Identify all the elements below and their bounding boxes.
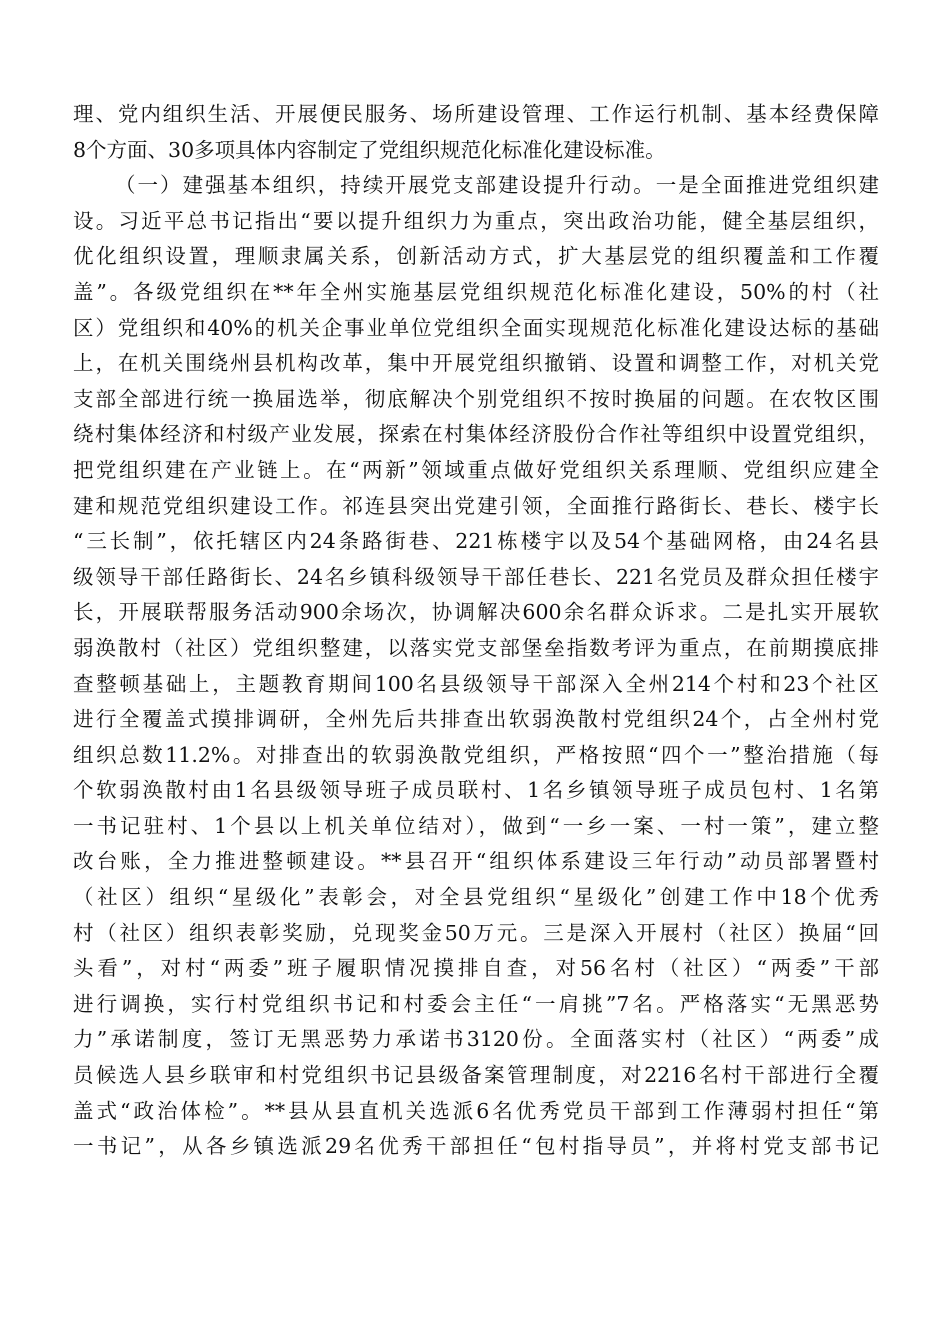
- text-line: 弱涣散村（社区）党组织整建，以落实党支部堡垒指数考评为重点，在前期摸底排: [73, 635, 879, 660]
- text-line: 建和规范党组织建设工作。祁连县突出党建引领，全面推行路街长、巷长、楼宇长: [73, 493, 879, 518]
- text-line: 村（社区）组织表彰奖励，兑现奖金50万元。三是深入开展村（社区）换届“回: [73, 920, 879, 945]
- document-page: [73, 97, 879, 1165]
- text-line: 长，开展联帮服务活动900余场次，协调解决600余名群众诉求。二是扎实开展软: [73, 600, 879, 625]
- text-line: （一）建强基本组织，持续开展党支部建设提升行动。一是全面推进党组织建: [115, 173, 879, 198]
- text-line: 优化组织设置，理顺隶属关系，创新活动方式，扩大基层党的组织覆盖和工作覆: [73, 244, 879, 269]
- text-line: 上，在机关围绕州县机构改革，集中开展党组织撤销、设置和调整工作，对机关党: [73, 351, 879, 376]
- text-line: “三长制”，依托辖区内24条路街巷、221栋楼宇以及54个基础网格，由24名县: [73, 529, 879, 554]
- text-line: 个软弱涣散村由1名县级领导班子成员联村、1名乡镇领导班子成员包村、1名第: [73, 778, 879, 803]
- text-line: 级领导干部任路街长、24名乡镇科级领导干部任巷长、221名党员及群众担任楼宇: [73, 564, 879, 589]
- text-line: （社区）组织“星级化”表彰会，对全县党组织“星级化”创建工作中18个优秀: [73, 885, 879, 910]
- text-line: 力”承诺制度，签订无黑恶势力承诺书3120份。全面落实村（社区）“两委”成: [73, 1027, 879, 1052]
- text-line: 头看”，对村“两委”班子履职情况摸排自查，对56名村（社区）“两委”干部: [73, 956, 879, 981]
- text-line: 8个方面、30多项具体内容制定了党组织规范化标准化建设标准。: [73, 137, 666, 162]
- text-line: 把党组织建在产业链上。在“两新”领域重点做好党组织关系理顺、党组织应建全: [73, 457, 879, 482]
- text-line: 绕村集体经济和村级产业发展，探索在村集体经济股份合作社等组织中设置党组织，: [73, 422, 879, 447]
- text-line: 设。习近平总书记指出“要以提升组织力为重点，突出政治功能，健全基层组织，: [73, 208, 879, 233]
- text-line: 一书记”，从各乡镇选派29名优秀干部担任“包村指导员”，并将村党支部书记: [73, 1134, 879, 1159]
- text-line: 理、党内组织生活、开展便民服务、场所建设管理、工作运行机制、基本经费保障: [73, 102, 879, 126]
- text-line: 进行调换，实行村党组织书记和村委会主任“一肩挑”7名。严格落实“无黑恶势: [73, 991, 879, 1016]
- text-line: 一书记驻村、1个县以上机关单位结对），做到“一乡一案、一村一策”，建立整: [73, 813, 879, 838]
- text-line: 改台账，全力推进整顿建设。**县召开“组织体系建设三年行动”动员部署暨村: [73, 849, 879, 874]
- text-line: 支部全部进行统一换届选举，彻底解决个别党组织不按时换届的问题。在农牧区围: [73, 386, 879, 411]
- text-line: 进行全覆盖式摸排调研，全州先后共排查出软弱涣散村党组织24个，占全州村党: [73, 707, 879, 732]
- text-line: 盖式“政治体检”。**县从县直机关选派6名优秀党员干部到工作薄弱村担任“第: [73, 1098, 879, 1123]
- text-line: 盖”。各级党组织在**年全州实施基层党组织规范化标准化建设，50%的村（社: [73, 279, 879, 304]
- text-line: 查整顿基础上，主题教育期间100名县级领导干部深入全州214个村和23个社区: [73, 671, 879, 696]
- text-line: 组织总数11.2%。对排查出的软弱涣散党组织，严格按照“四个一”整治措施（每: [73, 742, 879, 767]
- text-line: 区）党组织和40%的机关企事业单位党组织全面实现规范化标准化建设达标的基础: [73, 315, 879, 340]
- text-line: 员候选人县乡联审和村党组织书记县级备案管理制度，对2216名村干部进行全覆: [73, 1063, 879, 1088]
